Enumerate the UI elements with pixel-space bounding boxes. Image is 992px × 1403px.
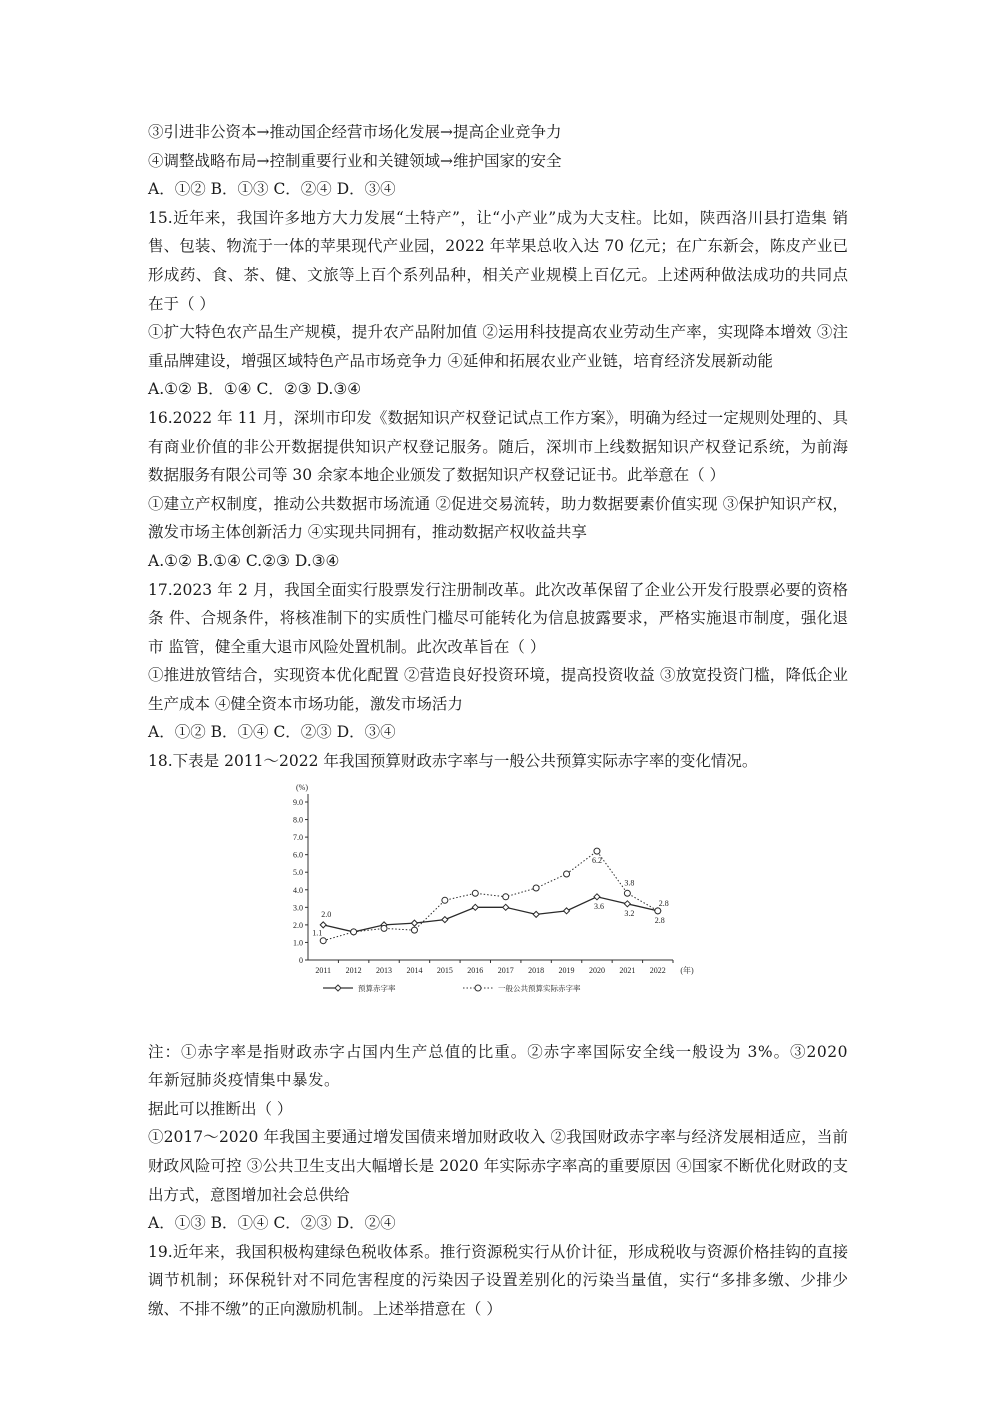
y-tick-label: 5.0 <box>293 867 303 877</box>
data-point-1 <box>411 927 417 933</box>
deficit-rate-chart <box>278 780 708 1035</box>
data-label-1: 2.8 <box>658 898 669 908</box>
x-tick-label: 2018 <box>528 965 545 975</box>
y-tick-label: 3.0 <box>293 902 303 912</box>
x-tick-label: 2021 <box>619 965 636 975</box>
paragraph-option-3: ③引进非公资本→推动国企经营市场化发展→提高企业竞争力 <box>148 123 562 141</box>
x-unit-label: (年) <box>680 965 694 975</box>
data-point-0 <box>594 893 600 899</box>
answer-choices-16: A.①② B.①④ C.②③ D.③④ <box>148 551 340 570</box>
data-label-0: 3.2 <box>624 908 635 918</box>
y-tick-label: 1.0 <box>293 938 303 948</box>
data-point-1 <box>655 908 661 914</box>
y-tick-label: 8.0 <box>293 815 303 825</box>
y-tick-label: 9.0 <box>293 797 303 807</box>
data-point-1 <box>442 897 448 903</box>
x-tick-label: 2012 <box>345 965 362 975</box>
data-point-1 <box>320 937 326 943</box>
document-body <box>148 118 848 1324</box>
data-label-1: 1.1 <box>312 928 323 938</box>
data-point-1 <box>351 929 357 935</box>
legend-label-1: 一般公共预算实际赤字率 <box>498 983 581 993</box>
question-18: 18.下表是 2011～2022 年我国预算财政赤字率与一般公共预算实际赤字率的变化情况。 <box>148 752 758 771</box>
data-point-0 <box>503 904 509 910</box>
x-tick-label: 2017 <box>497 965 514 975</box>
answer-choices-17: A．①② B．①④ C．②③ D．③④ <box>148 723 396 742</box>
data-label-1: 6.2 <box>591 855 602 865</box>
data-point-0 <box>320 922 326 928</box>
answer-choices-15: A.①② B．①④ C．②③ D.③④ <box>148 380 362 399</box>
data-point-1 <box>503 893 509 899</box>
chart-note: 注：①赤字率是指财政赤字占国内生产总值的比重。②赤字率国际安全线一般设为 3%。③2020 年新冠肺炎疫情集中暴发。 <box>148 1042 848 1090</box>
y-tick-label: 2.0 <box>293 920 303 930</box>
question-16-statements: ①建立产权制度，推动公共数据市场流通 ②促进交易流转，助力数据要素价值实现 ③保护知识产权，激发市场主体创新活力 ④实现共同拥有，推动数据产权收益共享 <box>148 494 848 542</box>
question-15: 15.近年来，我国许多地方大力发展“土特产”，让“小产业”成为大支柱。比如，陕西洛川县打造集 销售、包装、物流于一体的苹果现代产业园，2022 年苹果总收入达 70 亿元；在广东新会，陈皮产业已 形成药、食、茶、健、文旅等上百个系列品种，相关产业规模上百亿元。上述两种做法成功的共同点 在于（ ） <box>148 208 848 313</box>
data-point-0 <box>472 904 478 910</box>
data-label-0: 3.6 <box>593 901 604 911</box>
legend-swatch-marker-0 <box>335 985 341 991</box>
data-point-0 <box>624 900 630 906</box>
question-18-statements: ①2017～2020 年我国主要通过增发国债来增加财政收入 ②我国财政赤字率与经济发展相适应，当前财政风险可控 ③公共卫生支出大幅增长是 2020 年实际赤字率高的重要原因 ④国家不断优化财政的支出方式，意图增加社会总供给 <box>148 1128 848 1204</box>
x-tick-label: 2019 <box>558 965 575 975</box>
answer-choices-14: A．①② B．①③ C．②④ D．③④ <box>148 180 396 199</box>
data-point-0 <box>564 908 570 914</box>
paragraph-option-4: ④调整战略布局→控制重要行业和关键领域→维护国家的安全 <box>148 151 562 170</box>
data-point-1 <box>533 885 539 891</box>
x-tick-label: 2020 <box>588 965 605 975</box>
data-point-1 <box>624 890 630 896</box>
question-16: 16.2022 年 11 月，深圳市印发《数据知识产权登记试点工作方案》，明确为经过一定规则处理的、具 有商业价值的非公开数据提供知识产权登记服务。随后，深圳市上线数据知识产权登记系统，为前海 数据服务有限公司等 30 余家本地企业颁发了数据知识产权登记证书。此举意在（ ） <box>148 408 848 485</box>
legend-swatch-marker-1 <box>475 985 481 991</box>
y-unit-label: (%) <box>296 782 308 792</box>
data-point-1 <box>564 871 570 877</box>
x-tick-label: 2013 <box>376 965 393 975</box>
answer-choices-18: A．①③ B．①④ C．②③ D．②④ <box>148 1214 396 1233</box>
data-label-0: 2.0 <box>321 909 332 919</box>
x-tick-label: 2011 <box>315 965 332 975</box>
question-17: 17.2023 年 2 月，我国全面实行股票发行注册制改革。此次改革保留了企业公开发行股票必要的资格条 件、合规条件，将核准制下的实质性门槛尽可能转化为信息披露要求，严格实施退市制度，强化退市 监管，健全重大退市风险处置机制。此次改革旨在（ ） <box>148 580 848 656</box>
question-18-prompt: 据此可以推断出（ ） <box>148 1099 293 1118</box>
x-tick-label: 2015 <box>436 965 453 975</box>
data-point-0 <box>533 911 539 917</box>
legend-label-0: 预算赤字率 <box>358 983 396 993</box>
data-point-1 <box>472 890 478 896</box>
data-point-0 <box>411 920 417 926</box>
data-label-0: 2.8 <box>654 915 665 925</box>
deficit-chart-container <box>148 778 848 1038</box>
y-tick-label: 6.0 <box>293 850 303 860</box>
series-line-0 <box>323 896 658 931</box>
x-tick-label: 2016 <box>467 965 484 975</box>
x-tick-label: 2014 <box>406 965 423 975</box>
data-point-1 <box>594 848 600 854</box>
data-point-1 <box>381 925 387 931</box>
y-tick-label: 7.0 <box>293 832 303 842</box>
x-tick-label: 2022 <box>649 965 666 975</box>
y-tick-label: 0 <box>299 955 303 965</box>
y-tick-label: 4.0 <box>293 885 303 895</box>
question-17-statements: ①推进放管结合，实现资本优化配置 ②营造良好投资环境，提高投资收益 ③放宽投资门槛，降低企业生产成本 ④健全资本市场功能，激发市场活力 <box>148 666 848 713</box>
question-19: 19.近年来，我国积极构建绿色税收体系。推行资源税实行从价计征，形成税收与资源价格挂钩的直接 调节机制；环保税针对不同危害程度的污染因子设置差别化的污染当量值，实行“多排多缴、少排少 缴、不排不缴”的正向激励机制。上述举措意在（ ） <box>148 1242 848 1318</box>
data-point-0 <box>442 916 448 922</box>
question-15-statements: ①扩大特色农产品生产规模，提升农产品附加值 ②运用科技提高农业劳动生产率，实现降本增效 ③注重品牌建设，增强区域特色产品市场竞争力 ④延伸和拓展农业产业链，培育经济发展新动能 <box>148 323 848 370</box>
data-label-1: 3.8 <box>624 877 635 887</box>
